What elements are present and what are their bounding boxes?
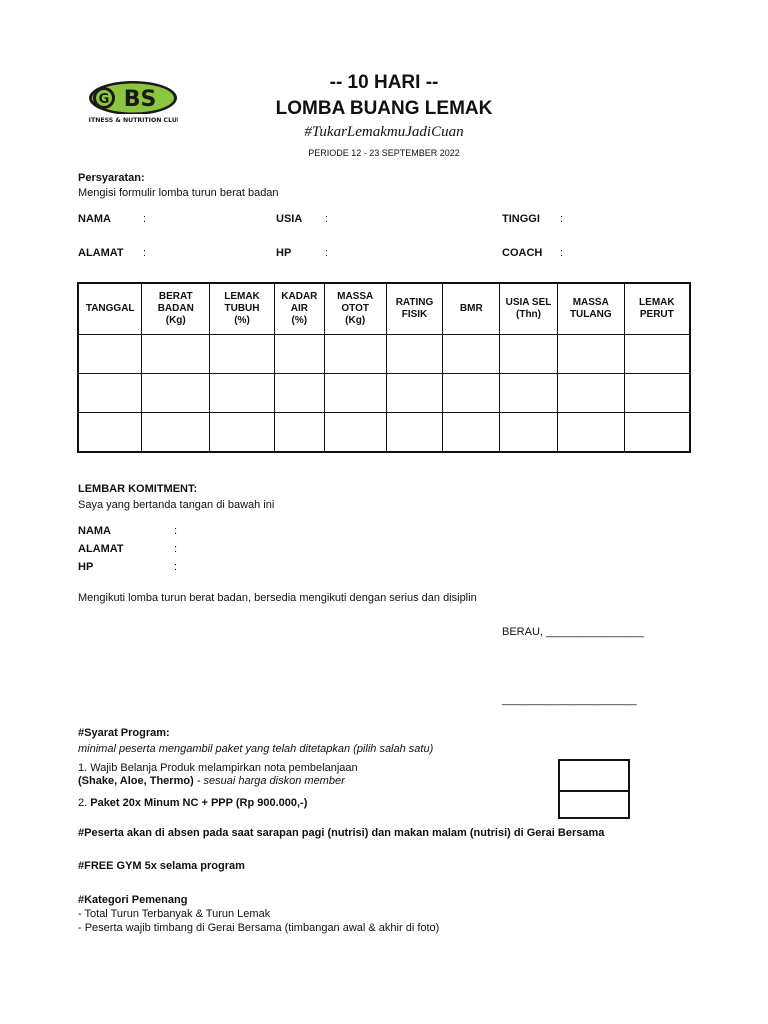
option-2-number: 2. [78,797,91,809]
option-1-products: (Shake, Aloe, Thermo) [78,775,194,787]
table-row [78,374,690,413]
table-cell[interactable] [500,335,558,374]
logo-text: BS [123,87,157,112]
col-lemak-perut: LEMAK PERUT [624,283,690,335]
field-tinggi-label: TINGGI [502,213,540,225]
field-hp-colon: : [325,247,329,259]
program-subtitle: minimal peserta mengambil paket yang telah ditetapkan (pilih salah satu) [78,743,434,755]
commitment-nama-colon: : [174,525,178,537]
option-2-line [78,797,307,809]
program-title: #Syarat Program: [78,727,170,739]
col-tanggal: TANGGAL [78,283,142,335]
option-1-note: - sesuai harga diskon member [193,775,345,787]
field-coach-colon: : [560,247,564,259]
measurement-table [77,282,691,453]
requirements-text: Mengisi formulir lomba turun berat badan [78,187,279,199]
option-2-package: Paket 20x Minum NC + PPP (Rp 900.000,-) [90,797,308,809]
signature-line[interactable]: ______________________ [502,694,637,706]
table-cell[interactable] [142,374,210,413]
commitment-nama-label: NAMA [78,525,111,537]
table-cell[interactable] [557,335,624,374]
col-kadar-air: KADAR AIR (%) [274,283,324,335]
table-cell[interactable] [500,413,558,453]
commitment-hp-colon: : [174,561,178,573]
commitment-statement: Mengikuti lomba turun berat badan, bersedia mengikuti dengan serius dan disiplin [78,592,477,604]
title-period: PERIODE 12 - 23 SEPTEMBER 2022 [308,148,460,158]
field-tinggi-colon: : [560,213,564,225]
col-bmr: BMR [443,283,500,335]
field-nama-colon: : [143,213,147,225]
title-main: LOMBA BUANG LEMAK [275,98,493,119]
table-cell[interactable] [210,374,275,413]
field-usia-label: USIA [276,213,303,225]
commitment-title: LEMBAR KOMITMENT: [78,483,198,495]
field-alamat-label: ALAMAT [78,247,124,259]
col-rating-fisik: RATING FISIK [386,283,443,335]
table-cell[interactable] [210,335,275,374]
table-cell[interactable] [443,335,500,374]
place-date-line[interactable]: BERAU, ________________ [502,626,644,638]
winner-category-2: - Peserta wajib timbang di Gerai Bersama (timbangan awal & akhir di foto) [78,922,440,934]
table-row [78,413,690,453]
option-1-checkbox[interactable] [558,759,630,792]
option-1-detail [78,775,345,787]
table-cell[interactable] [386,374,443,413]
table-cell[interactable] [443,374,500,413]
field-alamat-colon: : [143,247,147,259]
table-cell[interactable] [624,413,690,453]
logo-subtitle: FITNESS & NUTRITION CLUB [88,117,178,124]
col-berat-badan: BERAT BADAN (Kg) [142,283,210,335]
table-cell[interactable] [78,374,142,413]
absen-note: #Peserta akan di absen pada saat sarapan pagi (nutrisi) dan makan malam (nutrisi) di Gerai Bersama [78,827,605,839]
table-cell[interactable] [324,413,386,453]
col-massa-otot: MASSA OTOT (Kg) [324,283,386,335]
table-cell[interactable] [557,374,624,413]
commitment-alamat-label: ALAMAT [78,543,124,555]
table-cell[interactable] [443,413,500,453]
table-cell[interactable] [557,413,624,453]
table-cell[interactable] [386,413,443,453]
table-cell[interactable] [142,335,210,374]
table-cell[interactable] [324,335,386,374]
option-2-checkbox[interactable] [558,790,630,819]
winner-category-1: - Total Turun Terbanyak & Turun Lemak [78,908,271,920]
free-gym-note: #FREE GYM 5x selama program [78,860,245,872]
requirements-label: Persyaratan: [78,172,145,184]
table-cell[interactable] [324,374,386,413]
table-cell[interactable] [210,413,275,453]
col-usia-sel: USIA SEL (Thn) [500,283,558,335]
field-hp-label: HP [276,247,292,259]
winner-category-title: #Kategori Pemenang [78,894,188,906]
table-cell[interactable] [78,413,142,453]
table-cell[interactable] [142,413,210,453]
table-cell[interactable] [274,335,324,374]
table-header-row [78,283,690,335]
table-cell[interactable] [624,335,690,374]
commitment-alamat-colon: : [174,543,178,555]
commitment-intro: Saya yang bertanda tangan di bawah ini [78,499,275,511]
title-days: -- 10 HARI -- [329,72,439,93]
logo-prefix: G [98,92,110,107]
option-1-line: 1. Wajib Belanja Produk melampirkan nota pembelanjaan [78,762,358,774]
table-cell[interactable] [500,374,558,413]
commitment-hp-label: HP [78,561,94,573]
table-cell[interactable] [274,413,324,453]
table-row [78,335,690,374]
col-massa-tulang: MASSA TULANG [557,283,624,335]
col-lemak-tubuh: LEMAK TUBUH (%) [210,283,275,335]
table-cell[interactable] [78,335,142,374]
field-usia-colon: : [325,213,329,225]
table-cell[interactable] [274,374,324,413]
field-coach-label: COACH [502,247,543,259]
title-hashtag: #TukarLemakmuJadiCuan [304,124,464,140]
table-cell[interactable] [386,335,443,374]
table-cell[interactable] [624,374,690,413]
field-nama-label: NAMA [78,213,111,225]
